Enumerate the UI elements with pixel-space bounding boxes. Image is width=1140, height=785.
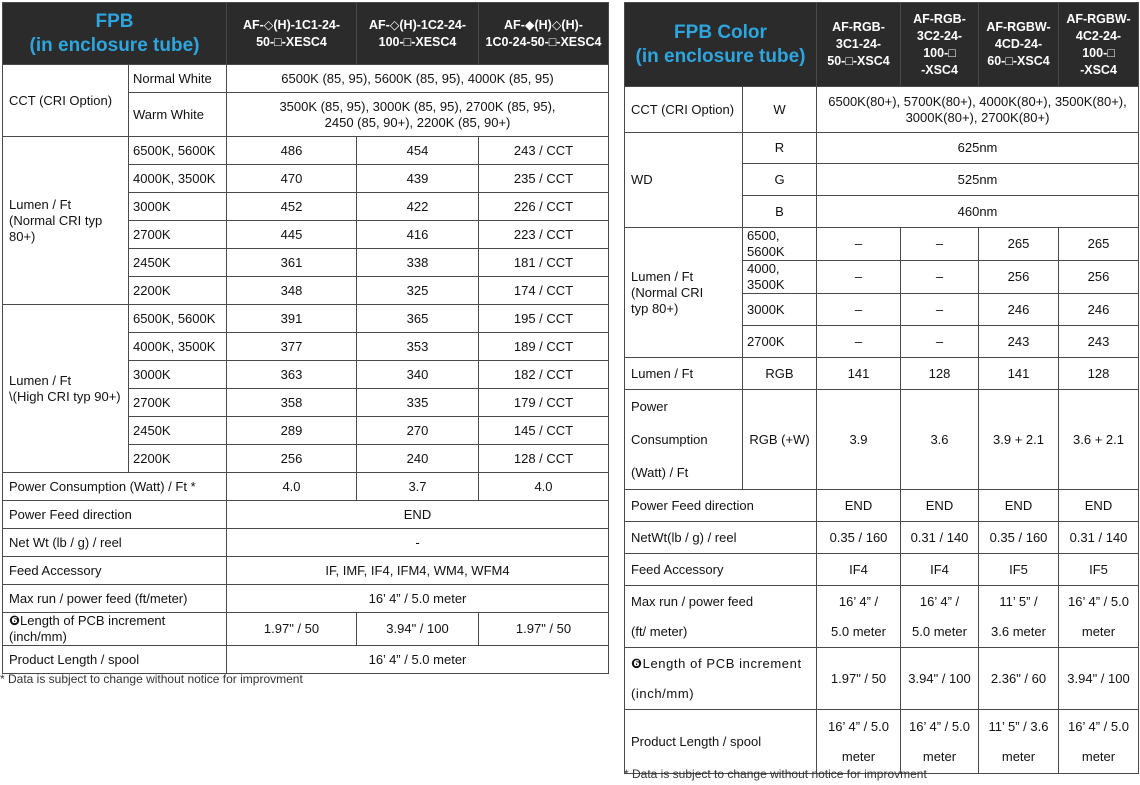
label-line: (Normal CRI typ 80+) — [9, 212, 103, 244]
cell-value — [901, 586, 979, 648]
cell-value: 3.9 — [817, 390, 901, 490]
cell-line: 5.0 meter — [912, 623, 967, 639]
table-row — [3, 137, 609, 165]
model-line: -XSC4 — [921, 62, 958, 77]
model-header — [357, 3, 479, 65]
model-line: 3C2-24- — [916, 28, 963, 43]
row-label: Power Consumption (Watt) / Ft * — [3, 473, 227, 501]
row-label — [625, 648, 817, 710]
header-row — [3, 3, 609, 65]
row-label: Lumen / Ft — [625, 358, 743, 390]
label-line: Lumen / Ft — [9, 372, 72, 388]
fpb-spec-table — [2, 2, 609, 674]
cell-value: 335 — [357, 389, 479, 417]
row-label: NetWt(lb / g) / reel — [625, 522, 817, 554]
cell-value: 256 — [979, 261, 1059, 294]
table-row — [3, 646, 609, 674]
table-row — [625, 228, 1139, 261]
cell-value: 4.0 — [227, 473, 357, 501]
cell-value: 2.36" / 60 — [979, 648, 1059, 710]
row-sublabel: Normal White — [129, 65, 227, 93]
cell-value — [817, 710, 901, 774]
cell-value: 358 — [227, 389, 357, 417]
cell-value: 422 — [357, 193, 479, 221]
cell-value: IF5 — [1059, 554, 1139, 586]
row-sublabel: Warm White — [129, 93, 227, 137]
cell-value: 348 — [227, 277, 357, 305]
cell-value: – — [817, 294, 901, 326]
number-six-icon: ❻ — [9, 613, 21, 628]
label-line: Power — [631, 399, 668, 414]
cell-value: IF4 — [901, 554, 979, 586]
table-row — [625, 554, 1139, 586]
cell-value: 452 — [227, 193, 357, 221]
cell-value: 3.6 — [901, 390, 979, 490]
header-row — [625, 3, 1139, 87]
cell-line: 6500K(80+), 5700K(80+), 4000K(80+), 3500K(80+), — [828, 93, 1127, 109]
cell-value: 325 — [357, 277, 479, 305]
row-sublabel: 2700K — [743, 326, 817, 358]
number-six-icon: ❻ — [631, 655, 643, 671]
row-sublabel: B — [743, 196, 817, 228]
cell-value: 0.35 / 160 — [817, 522, 901, 554]
cell-value: 391 — [227, 305, 357, 333]
cell-line: 16’ 4” / 5.0 — [1068, 718, 1129, 734]
cell-value: 145 / CCT — [479, 417, 609, 445]
cell-value: 361 — [227, 249, 357, 277]
cell-value: - — [227, 529, 609, 557]
cell-value: 470 — [227, 165, 357, 193]
label-line: Consumption — [631, 432, 708, 447]
table-row — [625, 390, 1139, 490]
model-header — [1059, 3, 1139, 87]
label-line: (Watt) / Ft — [631, 465, 689, 480]
cell-value: 377 — [227, 333, 357, 361]
cell-line: meter — [841, 748, 876, 764]
cell-value: 525nm — [817, 164, 1139, 196]
table-row — [625, 586, 1139, 648]
row-label — [625, 586, 817, 648]
label-line: Lumen / Ft — [631, 268, 694, 284]
table-row — [625, 522, 1139, 554]
cell-line: 16’ 4” / 5.0 — [1068, 593, 1129, 609]
cell-value: 265 — [1059, 228, 1139, 261]
cell-value: 243 / CCT — [479, 137, 609, 165]
model-header — [979, 3, 1059, 87]
title-subline: (in enclosure tube) — [29, 34, 200, 56]
row-label: Net Wt (lb / g) / reel — [3, 529, 227, 557]
cell-value: 265 — [979, 228, 1059, 261]
cell-value: 4.0 — [479, 473, 609, 501]
cell-value: 363 — [227, 361, 357, 389]
cell-value: 243 — [1059, 326, 1139, 358]
label-line: (Normal CRI — [631, 284, 704, 300]
cell-value: 340 — [357, 361, 479, 389]
cell-value: IF, IMF, IF4, IFM4, WM4, WFM4 — [227, 557, 609, 585]
cell-value: 189 / CCT — [479, 333, 609, 361]
table-row — [625, 358, 1139, 390]
table-title — [625, 3, 817, 87]
cell-line: 16’ 4” / 5.0 — [828, 718, 889, 734]
model-line: 100-□ — [1082, 45, 1115, 60]
row-sublabel: 2700K — [129, 389, 227, 417]
cell-value: 486 — [227, 137, 357, 165]
model-line: -XSC4 — [1080, 62, 1117, 77]
model-line: 50-□-XESC4 — [256, 34, 327, 49]
cell-value: 625nm — [817, 133, 1139, 164]
table-row — [3, 501, 609, 529]
cell-value — [1059, 710, 1139, 774]
cell-value: 1.97" / 50 — [479, 613, 609, 646]
row-sublabel: R — [743, 133, 817, 164]
cell-value: – — [901, 261, 979, 294]
footnote: * Data is subject to change without notice for improvment — [0, 672, 303, 686]
model-line: AF-RGBW- — [1066, 11, 1131, 26]
table-row — [625, 710, 1139, 774]
row-sublabel: RGB — [743, 358, 817, 390]
cell-line: 11’ 5” / — [999, 593, 1038, 609]
model-line: AF-RGB- — [832, 20, 885, 34]
row-label — [625, 228, 743, 358]
cell-value — [979, 710, 1059, 774]
table-row — [3, 473, 609, 501]
cell-line: 3000K(80+), 2700K(80+) — [905, 109, 1050, 125]
cell-value: 141 — [979, 358, 1059, 390]
cell-value: 243 — [979, 326, 1059, 358]
cell-value: 270 — [357, 417, 479, 445]
cell-line: 16’ 4” / — [838, 593, 879, 609]
cell-value: 16’ 4” / 5.0 meter — [227, 646, 609, 674]
row-sublabel: 2700K — [129, 221, 227, 249]
table-row — [625, 87, 1139, 133]
cell-line: meter — [922, 748, 957, 764]
model-line: AF-RGBW- — [986, 20, 1051, 34]
cell-value: – — [817, 261, 901, 294]
cell-value: END — [979, 490, 1059, 522]
cell-value: 3.94" / 100 — [1059, 648, 1139, 710]
model-line: 3C1-24- — [835, 37, 882, 51]
row-sublabel: W — [743, 87, 817, 133]
cell-value: 439 — [357, 165, 479, 193]
cell-value: 338 — [357, 249, 479, 277]
row-label: CCT (CRI Option) — [625, 87, 743, 133]
row-label — [3, 613, 227, 646]
model-line: AF-◆(H)◇(H)- — [504, 17, 583, 32]
cell-value: 246 — [1059, 294, 1139, 326]
cell-value: IF5 — [979, 554, 1059, 586]
row-sublabel: 4000, 3500K — [743, 261, 817, 294]
cell-value: IF4 — [817, 554, 901, 586]
cell-value: 6500K (85, 95), 5600K (85, 95), 4000K (85, 95) — [227, 65, 609, 93]
title-line: FPB Color — [674, 21, 767, 43]
cell-value: 240 — [357, 445, 479, 473]
fpb-color-spec-table — [624, 2, 1139, 774]
cell-line: meter — [1081, 623, 1116, 639]
cell-value: 0.35 / 160 — [979, 522, 1059, 554]
label-line: (inch/mm) — [631, 685, 695, 701]
cell-value: 3.7 — [357, 473, 479, 501]
row-label: Max run / power feed (ft/meter) — [3, 585, 227, 613]
table-row — [3, 557, 609, 585]
label-line: (ft/ meter) — [631, 623, 688, 639]
row-sublabel: 2450K — [129, 417, 227, 445]
model-header — [227, 3, 357, 65]
row-label: Power Feed direction — [625, 490, 817, 522]
table-row — [625, 648, 1139, 710]
label-text: Length of PCB increment — [642, 655, 802, 671]
row-label: WD — [625, 133, 743, 228]
row-sublabel: 2200K — [129, 445, 227, 473]
cell-value: 0.31 / 140 — [1059, 522, 1139, 554]
table-row — [3, 613, 609, 646]
row-label: Feed Accessory — [625, 554, 817, 586]
cell-value: END — [901, 490, 979, 522]
label-line — [631, 649, 813, 679]
cell-value: 179 / CCT — [479, 389, 609, 417]
model-line: 4CD-24- — [994, 37, 1043, 51]
cell-value: END — [1059, 490, 1139, 522]
row-sublabel: 4000K, 3500K — [129, 165, 227, 193]
cell-value: 445 — [227, 221, 357, 249]
model-header — [901, 3, 979, 87]
label-line: typ 80+) — [631, 300, 679, 316]
table-row — [625, 490, 1139, 522]
cell-value: 0.31 / 140 — [901, 522, 979, 554]
cell-value: 246 — [979, 294, 1059, 326]
cell-value: 1.97" / 50 — [227, 613, 357, 646]
cell-value: – — [901, 326, 979, 358]
row-label: Product Length / spool — [3, 646, 227, 674]
footnote: * Data is subject to change without notice for improvment — [624, 767, 927, 781]
cell-value — [817, 87, 1139, 133]
row-label: Feed Accessory — [3, 557, 227, 585]
table-row — [3, 305, 609, 333]
cell-value: 256 — [1059, 261, 1139, 294]
cell-value — [227, 93, 609, 137]
model-line: 100-□-XESC4 — [378, 34, 457, 49]
cell-value: 416 — [357, 221, 479, 249]
cell-value: 182 / CCT — [479, 361, 609, 389]
row-sublabel: 2450K — [129, 249, 227, 277]
cell-value: 1.97" / 50 — [817, 648, 901, 710]
model-line: 100-□ — [923, 45, 956, 60]
cell-value — [1059, 586, 1139, 648]
cell-value — [817, 586, 901, 648]
cell-value: 454 — [357, 137, 479, 165]
model-line: AF-RGB- — [913, 11, 966, 26]
model-line: 60-□-XSC4 — [987, 54, 1050, 68]
row-sublabel: 6500K, 5600K — [129, 305, 227, 333]
cell-line: 3500K (85, 95), 3000K (85, 95), 2700K (85, 95), — [279, 98, 556, 114]
cell-value: 460nm — [817, 196, 1139, 228]
cell-value: 128 / CCT — [479, 445, 609, 473]
cell-value: – — [817, 326, 901, 358]
cell-line: meter — [1081, 748, 1116, 764]
model-line: 4C2-24- — [1075, 28, 1122, 43]
row-sublabel: 4000K, 3500K — [129, 333, 227, 361]
row-label — [625, 390, 743, 490]
label-text: Length of PCB increment (inch/mm) — [9, 613, 166, 644]
cell-value — [901, 710, 979, 774]
model-line: 1C0-24-50-□-XESC4 — [485, 34, 602, 49]
label-line: Max run / power feed — [631, 593, 754, 609]
model-line: AF-◇(H)-1C1-24- — [242, 17, 341, 32]
row-sublabel: 3000K — [129, 361, 227, 389]
cell-line: 3.6 meter — [991, 623, 1046, 639]
row-sublabel: RGB (+W) — [743, 390, 817, 490]
cell-line: meter — [1001, 748, 1036, 764]
table-row — [3, 585, 609, 613]
model-header — [817, 3, 901, 87]
title-line: FPB — [95, 10, 134, 32]
cell-value: 3.94" / 100 — [357, 613, 479, 646]
cell-value: 235 / CCT — [479, 165, 609, 193]
title-subline: (in enclosure tube) — [635, 45, 806, 67]
cell-value: 128 — [901, 358, 979, 390]
model-line: AF-◇(H)-1C2-24- — [368, 17, 467, 32]
cell-value: 16’ 4” / 5.0 meter — [227, 585, 609, 613]
row-label: Product Length / spool — [625, 710, 817, 774]
cell-line: 16’ 4” / — [919, 593, 960, 609]
cell-value: 174 / CCT — [479, 277, 609, 305]
cell-line: 5.0 meter — [831, 623, 886, 639]
cell-value: 365 — [357, 305, 479, 333]
cell-value: 289 — [227, 417, 357, 445]
cell-line: 16’ 4” / 5.0 — [909, 718, 970, 734]
table-row — [3, 529, 609, 557]
cell-value: 226 / CCT — [479, 193, 609, 221]
row-label: CCT (CRI Option) — [3, 65, 129, 137]
cell-line: 11’ 5” / 3.6 — [988, 718, 1049, 734]
cell-value: 141 — [817, 358, 901, 390]
table-title — [3, 3, 227, 65]
cell-value: 195 / CCT — [479, 305, 609, 333]
row-label — [3, 137, 129, 305]
row-sublabel: 6500K, 5600K — [129, 137, 227, 165]
cell-value: – — [817, 228, 901, 261]
row-sublabel: G — [743, 164, 817, 196]
row-sublabel: 3000K — [129, 193, 227, 221]
model-header — [479, 3, 609, 65]
row-label: Power Feed direction — [3, 501, 227, 529]
cell-value: END — [227, 501, 609, 529]
label-line: \(High CRI typ 90+) — [9, 388, 121, 404]
row-label — [3, 305, 129, 473]
cell-value: – — [901, 228, 979, 261]
cell-value: 3.9 + 2.1 — [979, 390, 1059, 490]
cell-value: 3.6 + 2.1 — [1059, 390, 1139, 490]
table-row — [625, 133, 1139, 164]
cell-value: – — [901, 294, 979, 326]
row-sublabel: 6500, 5600K — [743, 228, 817, 261]
cell-value: 3.94" / 100 — [901, 648, 979, 710]
cell-value: END — [817, 490, 901, 522]
row-sublabel: 3000K — [743, 294, 817, 326]
cell-line: 2450 (85, 90+), 2200K (85, 90+) — [324, 114, 511, 130]
row-sublabel: 2200K — [129, 277, 227, 305]
cell-value: 181 / CCT — [479, 249, 609, 277]
model-line: 50-□-XSC4 — [827, 54, 890, 68]
cell-value: 353 — [357, 333, 479, 361]
table-row — [3, 65, 609, 93]
cell-value: 128 — [1059, 358, 1139, 390]
label-line: Lumen / Ft — [9, 196, 72, 212]
cell-value: 223 / CCT — [479, 221, 609, 249]
cell-value — [979, 586, 1059, 648]
cell-value: 256 — [227, 445, 357, 473]
